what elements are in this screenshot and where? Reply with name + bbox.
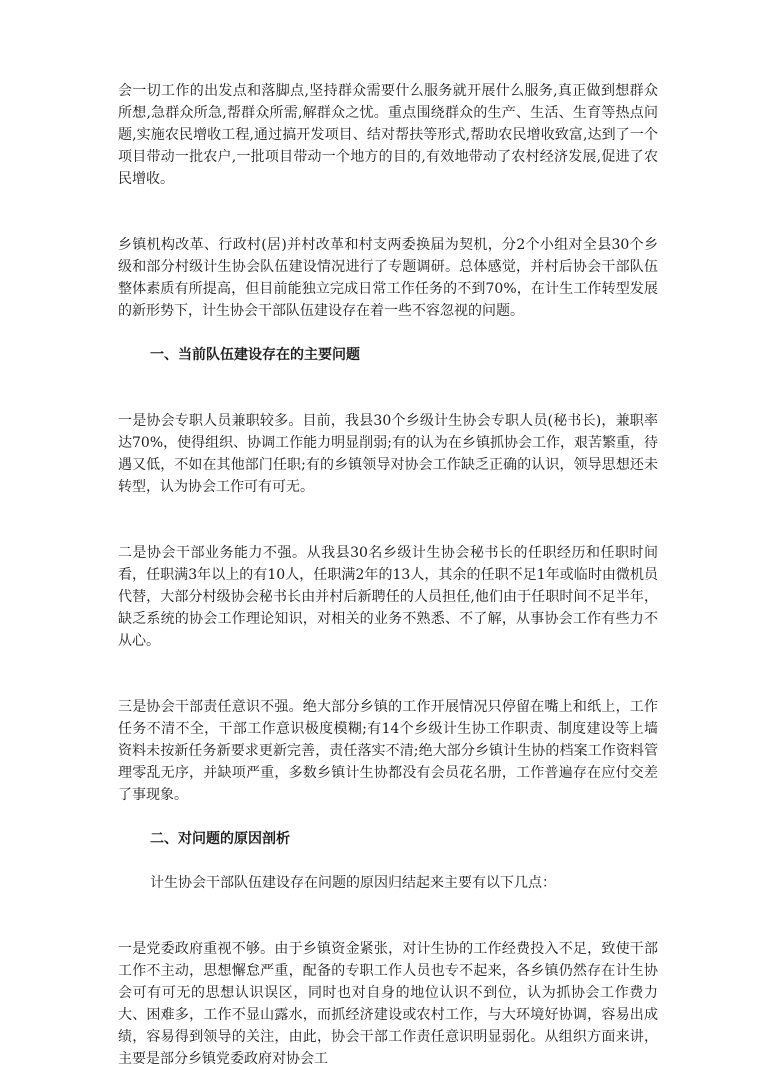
paragraph-3: 一是协会专职人员兼职较多。目前，我县30个乡级计生协会专职人员(秘书长)，兼职率达70%，使得组织、协调工作能力明显削弱;有的认为在乡镇抓协会工作，艰苦繁重，待遇又低，不如在其他部门任职;有的乡镇领导对协会工作缺乏正确的认识，领导思想还未转型，认为协会工作可有可无。 <box>118 413 658 495</box>
section-heading-2: 二、对问题的原因剖析 <box>150 831 290 847</box>
paragraph-7: 一是党委政府重视不够。由于乡镇资金紧张，对计生协的工作经费投入不足，致使干部工作不主动，思想懈怠严重，配备的专职工作人员也专不起来，各乡镇仍然存在计生协会可有可无的思想认识误区，同时也对自身的地位认识不到位，认为抓协会工作费力大、困难多，工作不显山露水，而抓经济建设或农村工作，与大环境好协调，容易出成绩，容易得到领导的关注，由此，协会干部工作责任意识明显弱化。从组织方面来讲，主要是部分乡镇党委政府对协会工 <box>118 941 658 1067</box>
paragraph-2: 乡镇机构改革、行政村(居)并村改革和村支两委换届为契机，分2个小组对全县30个乡级和部分村级计生协会队伍建设情况进行了专题调研。总体感觉，并村后协会干部队伍整体素质有所提高，但目前能独立完成日常工作任务的不到70%，在计生工作转型发展的新形势下，计生协会干部队伍建设存在着一些不容忽视的问题。 <box>118 237 658 319</box>
paragraph-1: 会一切工作的出发点和落脚点,坚持群众需要什么服务就开展什么服务,真正做到想群众所想,急群众所急,帮群众所需,解群众之忧。重点围绕群众的生产、生活、生育等热点问题,实施农民增收工程,通过搞开发项目、结对帮扶等形式,帮助农民增收致富,达到了一个项目带动一批农户,一批项目带动一个地方的目的,有效地带动了农村经济发展,促进了农民增收。 <box>118 83 658 187</box>
section-heading-1: 一、当前队伍建设存在的主要问题 <box>150 347 360 363</box>
paragraph-4: 二是协会干部业务能力不强。从我县30名乡级计生协会秘书长的任职经历和任职时间看，任职满3年以上的有10人，任职满2年的13人，其余的任职不足1年或临时由微机员代替，大部分村级协会秘书长由并村后新聘任的人员担任,他们由于任职时间不足半年，缺乏系统的协会工作理论知识，对相关的业务不熟悉、不了解，从事协会工作有些力不从心。 <box>118 545 658 649</box>
paragraph-5: 三是协会干部责任意识不强。绝大部分乡镇的工作开展情况只停留在嘴上和纸上，工作任务不清不全，干部工作意识极度模糊;有14个乡级计生协工作职责、制度建设等上墙资料未按新任务新要求更新完善，责任落实不清;绝大部分乡镇计生协的档案工作资料管理零乱无序，并缺项严重，多数乡镇计生协都没有会员花名册，工作普遍存在应付交差了事现象。 <box>118 699 658 803</box>
paragraph-6: 计生协会干部队伍建设存在问题的原因归结起来主要有以下几点： <box>150 875 556 891</box>
document-body <box>118 80 658 1070</box>
